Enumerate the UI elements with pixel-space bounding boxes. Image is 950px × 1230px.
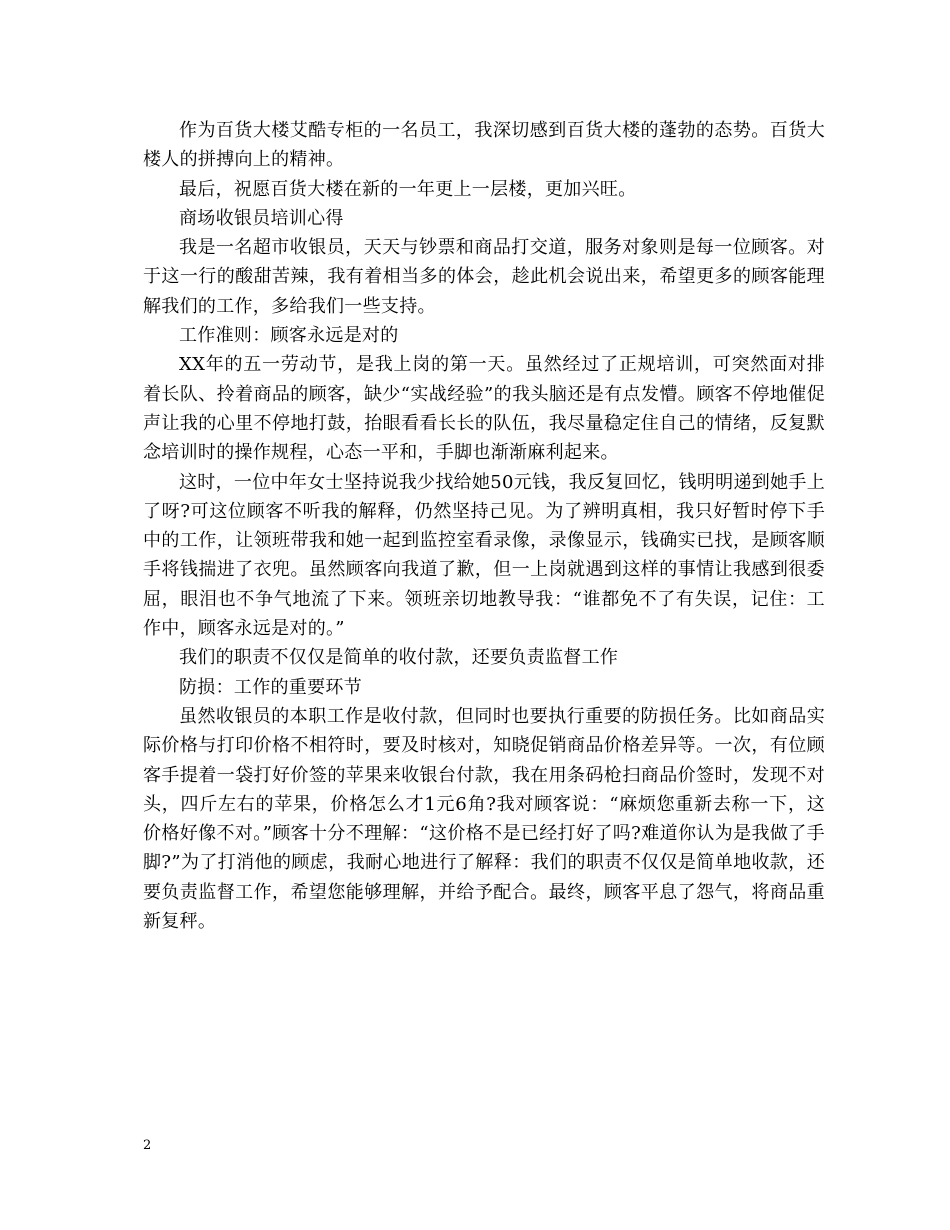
paragraph-loss-prevention: 虽然收银员的本职工作是收付款，但同时也要执行重要的防损任务。比如商品实际价格与打印价格不相符时，要及时核对，知晓促销商品价格差异等。一次，有位顾客手提着一袋打好价签的苹果来收银台付款，我在用条码枪扫商品价签时，发现不对头，四斤左右的苹果，价格怎么才1元6角?我对顾客说：“麻烦您重新去称一下，这价格好像不对。”顾客十分不理解：“这价格不是已经打好了吗?难道你认为是我做了手脚?”为了打消他的顾虑，我耐心地进行了解释：我们的职责不仅仅是简单地收款，还要负责监督工作，希望您能够理解，并给予配合。最终，顾客平息了怨气，将商品重新复秤。 [143, 705, 825, 933]
paragraph-duty: 我们的职责不仅仅是简单的收付款，还要负责监督工作 [179, 647, 619, 669]
paragraph-incident: 这时，一位中年女士坚持说我少找给她50元钱，我反复回忆，钱明明递到她手上了呀?可这位顾客不听我的解释，仍然坚持己见。为了辨明真相，我只好暂时停下手中的工作，让领班带我和她一起到监控室看录像，录像显示，钱确实已找，是顾客顺手将钱揣进了衣兜。虽然顾客向我道了歉，但一上岗就遇到这样的事情让我感到很委屈，眼泪也不争气地流了下来。领班亲切地教导我：“谁都免不了有失误，记住：工作中，顾客永远是对的。” [143, 471, 825, 640]
paragraph-first-day: XX年的五一劳动节，是我上岗的第一天。虽然经过了正规培训，可突然面对排着长队、拎着商品的顾客，缺少“实战经验”的我头脑还是有点发懵。顾客不停地催促声让我的心里不停地打鼓，抬眼看看长长的队伍，我尽量稳定住自己的情绪，反复默念培训时的操作规程，心态一平和，手脚也渐渐麻利起来。 [143, 354, 825, 464]
subheading-loss-prevention: 防损：工作的重要环节 [179, 676, 362, 698]
page-number: 2 [143, 1138, 152, 1153]
document-body [143, 116, 825, 936]
paragraph-closing-1: 作为百货大楼艾酷专柜的一名员工，我深切感到百货大楼的蓬勃的态势。百货大楼人的拼搏向上的精神。 [143, 120, 825, 171]
subheading-work-principle: 工作准则：顾客永远是对的 [179, 325, 399, 347]
paragraph-closing-2: 最后，祝愿百货大楼在新的一年更上一层楼，更加兴旺。 [179, 178, 637, 200]
paragraph-intro: 我是一名超市收银员，天天与钞票和商品打交道，服务对象则是每一位顾客。对于这一行的酸甜苦辣，我有着相当多的体会，趁此机会说出来，希望更多的顾客能理解我们的工作，多给我们一些支持。 [143, 237, 825, 317]
section-title: 商场收银员培训心得 [179, 207, 344, 229]
